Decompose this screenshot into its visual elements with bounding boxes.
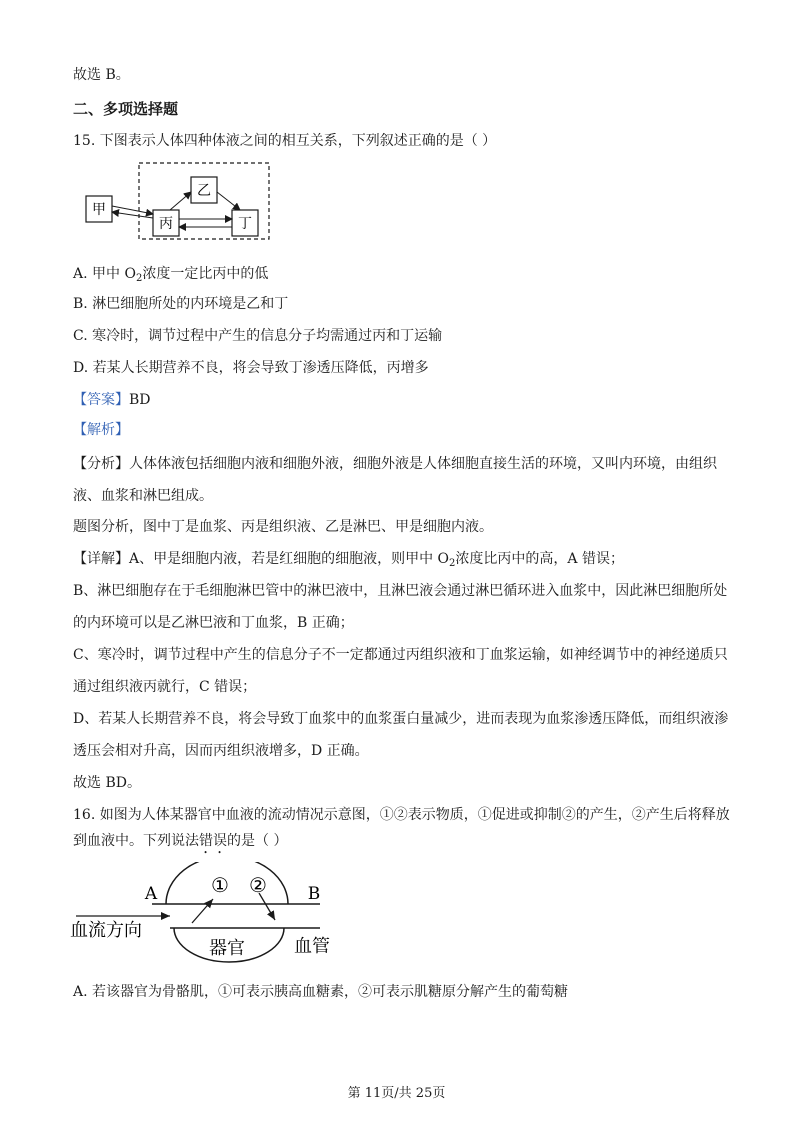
answer-label: 【答案】 <box>73 392 129 408</box>
arrow-bing-to-yi <box>170 192 191 210</box>
label-jia: 甲 <box>92 202 106 218</box>
q15-option-d: D. 若某人长期营养不良，将会导致丁渗透压降低，丙增多 <box>73 360 429 376</box>
arrow-substance-2 <box>259 893 275 920</box>
analysis-line-1: 【分析】人体体液包括细胞内液和细胞外液，细胞外液是人体细胞直接生活的环境，又叫内环境，由组织 <box>73 456 717 472</box>
arrow-yi-to-ding <box>217 192 240 210</box>
organ-label: 器官 <box>209 938 245 959</box>
page-footer: 第 11页/共 25页 <box>347 1086 446 1101</box>
q15-answer <box>73 390 151 410</box>
q16-stem-line-1: 16. 如图为人体某器官中血液的流动情况示意图，①②表示物质，①促进或抑制②的产生，②产生后将释放 <box>73 807 730 823</box>
arrow-substance-1 <box>192 899 213 923</box>
q15-stem: 15. 下图表示人体四种体液之间的相互关系，下列叙述正确的是（ ） <box>73 133 497 149</box>
q15-body-fluid-diagram <box>80 160 280 245</box>
label-b: B <box>307 884 321 904</box>
label-ding: 丁 <box>238 216 252 232</box>
label-yi: 乙 <box>197 183 211 199</box>
q15-option-b: B. 淋巴细胞所处的内环境是乙和丁 <box>73 296 289 312</box>
label-a: A <box>144 884 158 904</box>
detail-a: 【详解】A、甲是细胞内液，若是红细胞的细胞液，则甲中 $O_2$浓度比丙中的高，A 错误； <box>73 551 624 569</box>
q16-blood-flow-diagram <box>70 862 350 972</box>
blood-flow-label: 血流方向 <box>70 920 142 941</box>
detail-d-line-2: 透压会相对升高，因而丙组织液增多，D 正确。 <box>73 743 369 759</box>
emphasis-wrong: 错误 <box>199 833 227 849</box>
detail-d-line-1: D、若某人长期营养不良，将会导致丁血浆中的血浆蛋白量减少，进而表现为血浆渗透压降低，而组织液渗 <box>73 711 729 727</box>
q15-conclusion: 故选 BD。 <box>73 775 141 791</box>
q15-option-a: A. 甲中 $O_2$浓度一定比丙中的低 <box>73 266 269 284</box>
vessel-label: 血管 <box>294 936 330 957</box>
previous-conclusion: 故选 B。 <box>73 67 130 83</box>
q16-stem-line-2: 到血液中。下列说法错误的是（ ） <box>73 833 288 849</box>
detail-c-line-2: 通过组织液丙就行，C 错误； <box>73 679 257 695</box>
label-bing: 丙 <box>159 216 173 232</box>
jiexi-label: 【解析】 <box>73 422 129 438</box>
substance-1-label: ① <box>211 873 229 897</box>
q16-option-a: A. 若该器官为骨骼肌，①可表示胰高血糖素，②可表示肌糖原分解产生的葡萄糖 <box>73 984 569 1000</box>
q15-option-c: C. 寒冷时，调节过程中产生的信息分子均需通过丙和丁运输 <box>73 328 443 344</box>
answer-value: BD <box>129 392 151 408</box>
section-heading: 二、多项选择题 <box>73 100 179 118</box>
substance-2-label: ② <box>249 873 267 897</box>
detail-b-line-1: B、淋巴细胞存在于毛细胞淋巴管中的淋巴液中，且淋巴液会通过淋巴循环进入血浆中，因此淋巴细胞所处 <box>73 583 728 599</box>
analysis-line-2: 液、血浆和淋巴组成。 <box>73 488 213 504</box>
figure-analysis: 题图分析，图中丁是血浆、丙是组织液、乙是淋巴、甲是细胞内液。 <box>73 519 493 535</box>
detail-b-line-2: 的内环境可以是乙淋巴液和丁血浆，B 正确； <box>73 615 354 631</box>
detail-c-line-1: C、寒冷时，调节过程中产生的信息分子不一定都通过丙组织液和丁血浆运输，如神经调节中的神经递质只 <box>73 647 728 663</box>
